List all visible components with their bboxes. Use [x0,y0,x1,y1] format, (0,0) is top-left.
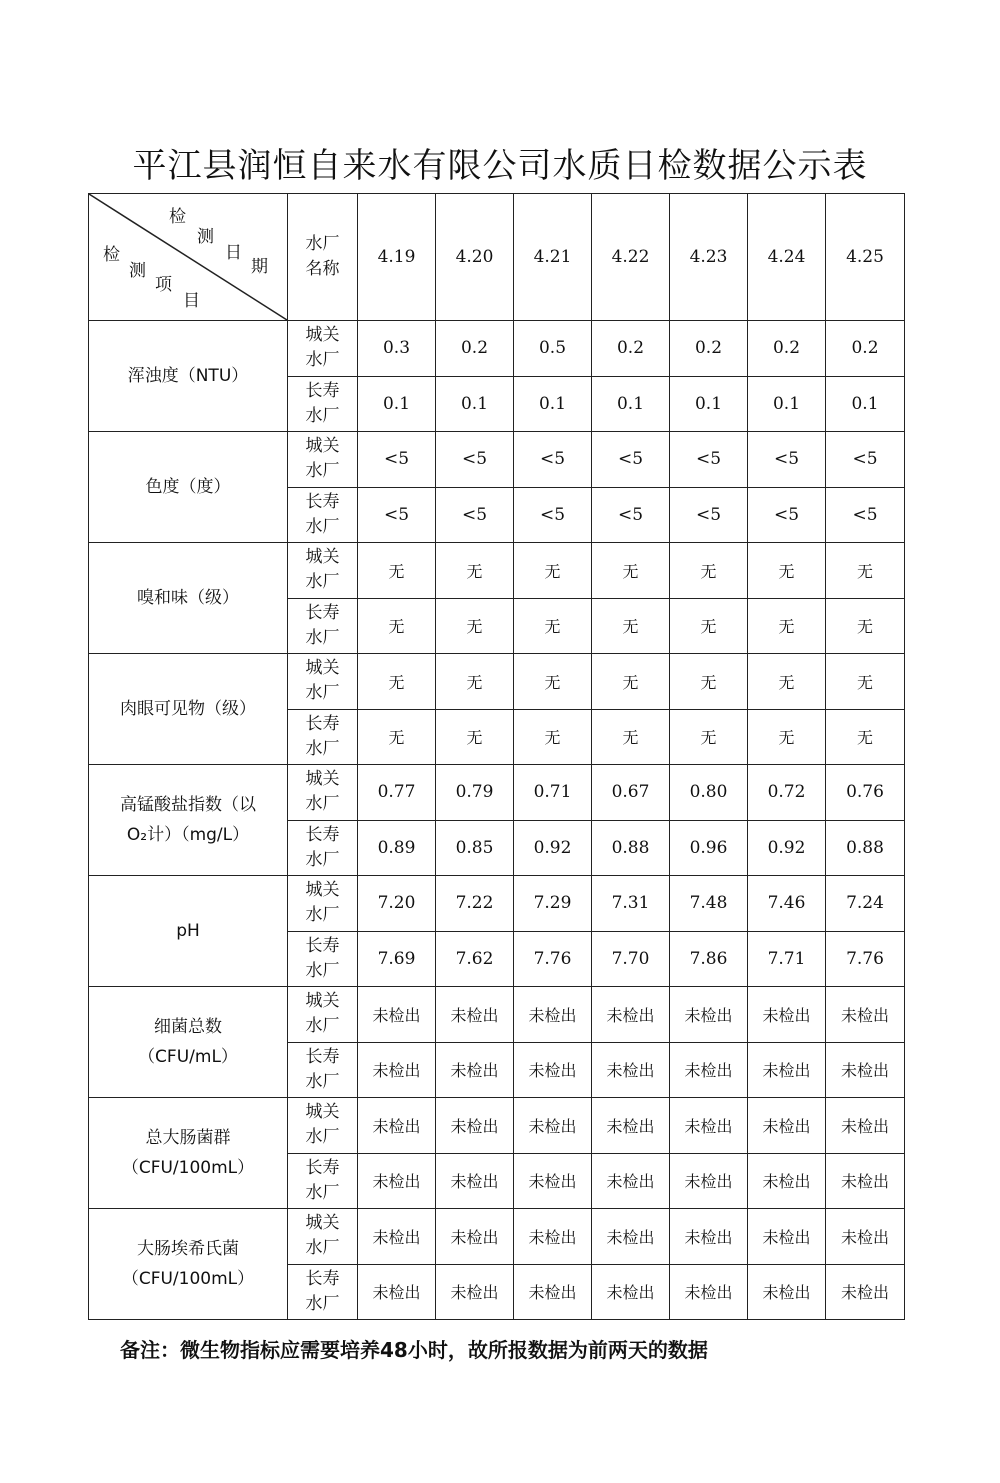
value-cell: 0.1 [592,376,670,432]
test-item-label-line: 高锰酸盐指数（以 [120,795,256,815]
value-cell: 0.72 [748,765,826,821]
plant-name-line: 城关 [305,991,340,1012]
value-cell: 未检出 [592,1042,670,1098]
test-item-label-line: 大肠埃希氏菌 [137,1239,239,1259]
value-cell: 7.76 [826,931,905,987]
value-cell: <5 [592,487,670,543]
diagonal-header-cell [89,194,288,321]
value-cell: 无 [592,598,670,654]
plant-name-line: 水厂 [305,960,340,981]
value-cell: 7.22 [436,876,514,932]
plant-name-cell [288,1209,358,1265]
value-cell: 7.31 [592,876,670,932]
table-row [89,654,905,710]
test-item-label [89,876,288,987]
plant-name-cell [288,987,358,1043]
test-item-label [89,654,288,765]
value-cell: 7.86 [670,931,748,987]
value-cell: 未检出 [826,1209,905,1265]
plant-name-line: 水厂 [305,683,340,704]
value-cell: 未检出 [358,1264,436,1320]
plant-name-line: 长寿 [305,1046,340,1067]
table-row [89,543,905,599]
value-cell: 未检出 [670,1209,748,1265]
table-row [89,987,905,1043]
value-cell: 无 [670,654,748,710]
plant-name-cell [288,1153,358,1209]
plant-name-line: 城关 [305,769,340,790]
value-cell: 0.79 [436,765,514,821]
value-cell: 未检出 [436,1042,514,1098]
value-cell: 未检出 [592,1153,670,1209]
value-cell: 未检出 [514,987,592,1043]
plant-name-line: 长寿 [305,935,340,956]
value-cell: 未检出 [748,1042,826,1098]
test-item-label-line: O₂计）（mg/L） [126,825,250,845]
value-cell: 未检出 [826,1264,905,1320]
value-cell: 未检出 [670,1264,748,1320]
plant-name-line: 长寿 [305,491,340,512]
plant-name-cell [288,1042,358,1098]
plant-name-line: 水厂 [305,627,340,648]
value-cell: <5 [748,432,826,488]
value-cell: 0.1 [748,376,826,432]
value-cell: 7.76 [514,931,592,987]
test-item-label [89,987,288,1098]
value-cell: 未检出 [748,1153,826,1209]
test-item-label [89,1209,288,1320]
value-cell: 7.69 [358,931,436,987]
value-cell: 未检出 [358,1098,436,1154]
value-cell: 0.88 [592,820,670,876]
test-item-label [89,765,288,876]
plant-name-header-line: 水厂 [305,234,340,254]
value-cell: 无 [592,654,670,710]
table-row [89,765,905,821]
value-cell: 0.3 [358,321,436,377]
plant-name-line: 长寿 [305,1268,340,1289]
table-row [89,432,905,488]
value-cell: 无 [358,654,436,710]
value-cell: 7.46 [748,876,826,932]
plant-name-cell [288,598,358,654]
corner-item-char: 目 [183,291,200,311]
plant-name-line: 长寿 [305,1157,340,1178]
test-item-label-line: 嗅和味（级） [137,588,239,608]
table-row [89,876,905,932]
value-cell: 0.85 [436,820,514,876]
test-item-label-line: pH [176,921,200,941]
value-cell: 未检出 [826,1153,905,1209]
test-item-label [89,543,288,654]
value-cell: 未检出 [670,1098,748,1154]
value-cell: 未检出 [748,1209,826,1265]
plant-name-line: 水厂 [305,849,340,870]
value-cell: 无 [358,598,436,654]
header-row [89,194,905,321]
value-cell: 0.76 [826,765,905,821]
value-cell: 未检出 [514,1264,592,1320]
value-cell: 未检出 [670,1042,748,1098]
plant-name-line: 水厂 [305,516,340,537]
plant-name-cell [288,321,358,377]
value-cell: 0.1 [826,376,905,432]
date-header: 4.22 [592,194,670,321]
value-cell: 未检出 [592,1209,670,1265]
plant-name-line: 城关 [305,436,340,457]
value-cell: 未检出 [436,1098,514,1154]
value-cell: 7.71 [748,931,826,987]
plant-name-cell [288,709,358,765]
plant-name-line: 长寿 [305,824,340,845]
test-item-label [89,1098,288,1209]
value-cell: 未检出 [748,1264,826,1320]
value-cell: 无 [592,543,670,599]
plant-name-line: 水厂 [305,1127,340,1148]
plant-name-line: 水厂 [305,461,340,482]
date-header: 4.21 [514,194,592,321]
value-cell: 无 [436,709,514,765]
test-item-label-line: （CFU/mL） [138,1047,238,1067]
test-item-label-line: 浑浊度（NTU） [127,366,249,386]
value-cell: 未检出 [358,1209,436,1265]
value-cell: 无 [670,543,748,599]
value-cell: 未检出 [826,1098,905,1154]
value-cell: 无 [358,709,436,765]
value-cell: 无 [748,598,826,654]
value-cell: 无 [748,543,826,599]
plant-name-line: 水厂 [305,794,340,815]
plant-name-cell [288,654,358,710]
value-cell: 无 [748,709,826,765]
corner-date-char: 测 [197,227,214,247]
value-cell: 未检出 [748,987,826,1043]
plant-name-cell [288,765,358,821]
value-cell: 7.70 [592,931,670,987]
value-cell: <5 [358,432,436,488]
plant-name-cell [288,1264,358,1320]
value-cell: 0.2 [436,321,514,377]
value-cell: 无 [826,543,905,599]
value-cell: 无 [436,654,514,710]
value-cell: <5 [358,487,436,543]
value-cell: 未检出 [436,1264,514,1320]
corner-item-char: 检 [103,245,120,265]
value-cell: 无 [826,709,905,765]
value-cell: 未检出 [592,987,670,1043]
value-cell: 未检出 [826,1042,905,1098]
value-cell: <5 [514,432,592,488]
plant-name-line: 城关 [305,1102,340,1123]
test-item-label [89,321,288,432]
value-cell: 0.1 [358,376,436,432]
date-header: 4.20 [436,194,514,321]
plant-name-cell [288,820,358,876]
plant-name-line: 水厂 [305,1016,340,1037]
test-item-label [89,432,288,543]
value-cell: 0.2 [826,321,905,377]
value-cell: 7.24 [826,876,905,932]
date-header: 4.19 [358,194,436,321]
value-cell: 未检出 [670,987,748,1043]
value-cell: 0.1 [514,376,592,432]
value-cell: 7.62 [436,931,514,987]
corner-date-char: 日 [225,243,242,263]
plant-name-line: 水厂 [305,1182,340,1203]
value-cell: 未检出 [670,1153,748,1209]
test-item-label-line: 肉眼可见物（级） [120,699,256,719]
plant-name-line: 水厂 [305,738,340,759]
value-cell: 0.77 [358,765,436,821]
water-quality-table [88,193,905,1320]
value-cell: 无 [670,709,748,765]
test-item-label-line: 细菌总数 [154,1017,222,1037]
value-cell: 0.88 [826,820,905,876]
value-cell: 未检出 [514,1153,592,1209]
table-row [89,321,905,377]
value-cell: 0.71 [514,765,592,821]
plant-name-line: 水厂 [305,572,340,593]
value-cell: 无 [436,598,514,654]
value-cell: 0.67 [592,765,670,821]
value-cell: 未检出 [592,1098,670,1154]
value-cell: 7.48 [670,876,748,932]
value-cell: 0.89 [358,820,436,876]
corner-item-char: 测 [129,261,146,281]
value-cell: 0.2 [670,321,748,377]
plant-name-line: 水厂 [305,1071,340,1092]
test-item-label-line: （CFU/100mL） [121,1269,255,1289]
value-cell: 未检出 [514,1098,592,1154]
date-header: 4.25 [826,194,905,321]
value-cell: 0.96 [670,820,748,876]
corner-date-char: 期 [251,257,268,277]
test-item-label-line: 色度（度） [145,477,231,497]
value-cell: 7.29 [514,876,592,932]
date-header: 4.24 [748,194,826,321]
plant-name-cell [288,876,358,932]
plant-name-line: 水厂 [305,905,340,926]
plant-name-line: 城关 [305,658,340,679]
plant-name-cell [288,543,358,599]
value-cell: 0.5 [514,321,592,377]
page-title: 平江县润恒自来水有限公司水质日检数据公示表 [132,146,868,186]
date-header: 4.23 [670,194,748,321]
value-cell: <5 [592,432,670,488]
value-cell: 无 [670,598,748,654]
value-cell: 无 [514,543,592,599]
table-row [89,1098,905,1154]
value-cell: 未检出 [358,1153,436,1209]
plant-name-line: 城关 [305,1213,340,1234]
test-item-label-line: （CFU/100mL） [121,1158,255,1178]
plant-name-line: 城关 [305,325,340,346]
table-row [89,1209,905,1265]
plant-name-line: 长寿 [305,380,340,401]
plant-name-cell [288,432,358,488]
value-cell: 0.92 [748,820,826,876]
value-cell: 无 [436,543,514,599]
value-cell: 0.1 [670,376,748,432]
plant-name-line: 水厂 [305,405,340,426]
plant-name-cell [288,1098,358,1154]
value-cell: 未检出 [436,987,514,1043]
value-cell: <5 [748,487,826,543]
plant-name-line: 城关 [305,880,340,901]
value-cell: 未检出 [436,1153,514,1209]
value-cell: 0.80 [670,765,748,821]
value-cell: <5 [670,432,748,488]
value-cell: 未检出 [436,1209,514,1265]
plant-name-header [288,194,358,321]
plant-name-cell [288,931,358,987]
plant-name-line: 长寿 [305,713,340,734]
value-cell: 0.2 [592,321,670,377]
value-cell: 7.20 [358,876,436,932]
value-cell: 未检出 [514,1209,592,1265]
value-cell: 无 [826,598,905,654]
value-cell: 无 [826,654,905,710]
value-cell: 0.1 [436,376,514,432]
value-cell: 无 [514,598,592,654]
plant-name-line: 水厂 [305,350,340,371]
value-cell: 未检出 [514,1042,592,1098]
value-cell: 未检出 [358,1042,436,1098]
value-cell: 0.92 [514,820,592,876]
value-cell: 未检出 [826,987,905,1043]
plant-name-line: 城关 [305,547,340,568]
value-cell: 0.2 [748,321,826,377]
corner-item-char: 项 [155,275,172,295]
plant-name-line: 水厂 [305,1238,340,1259]
test-item-label-line: 总大肠菌群 [145,1128,231,1148]
value-cell: <5 [436,487,514,543]
value-cell: <5 [436,432,514,488]
plant-name-header-line: 名称 [305,259,340,279]
corner-date-char: 检 [169,207,186,227]
value-cell: 无 [514,654,592,710]
value-cell: 未检出 [592,1264,670,1320]
value-cell: 未检出 [358,987,436,1043]
value-cell: 未检出 [748,1098,826,1154]
value-cell: 无 [592,709,670,765]
value-cell: 无 [358,543,436,599]
value-cell: 无 [748,654,826,710]
value-cell: <5 [670,487,748,543]
plant-name-line: 水厂 [305,1293,340,1314]
value-cell: <5 [514,487,592,543]
value-cell: <5 [826,432,905,488]
plant-name-cell [288,487,358,543]
value-cell: 无 [514,709,592,765]
plant-name-line: 长寿 [305,602,340,623]
value-cell: <5 [826,487,905,543]
footnote: 备注：微生物指标应需要培养48小时，故所报数据为前两天的数据 [120,1338,708,1362]
plant-name-cell [288,376,358,432]
